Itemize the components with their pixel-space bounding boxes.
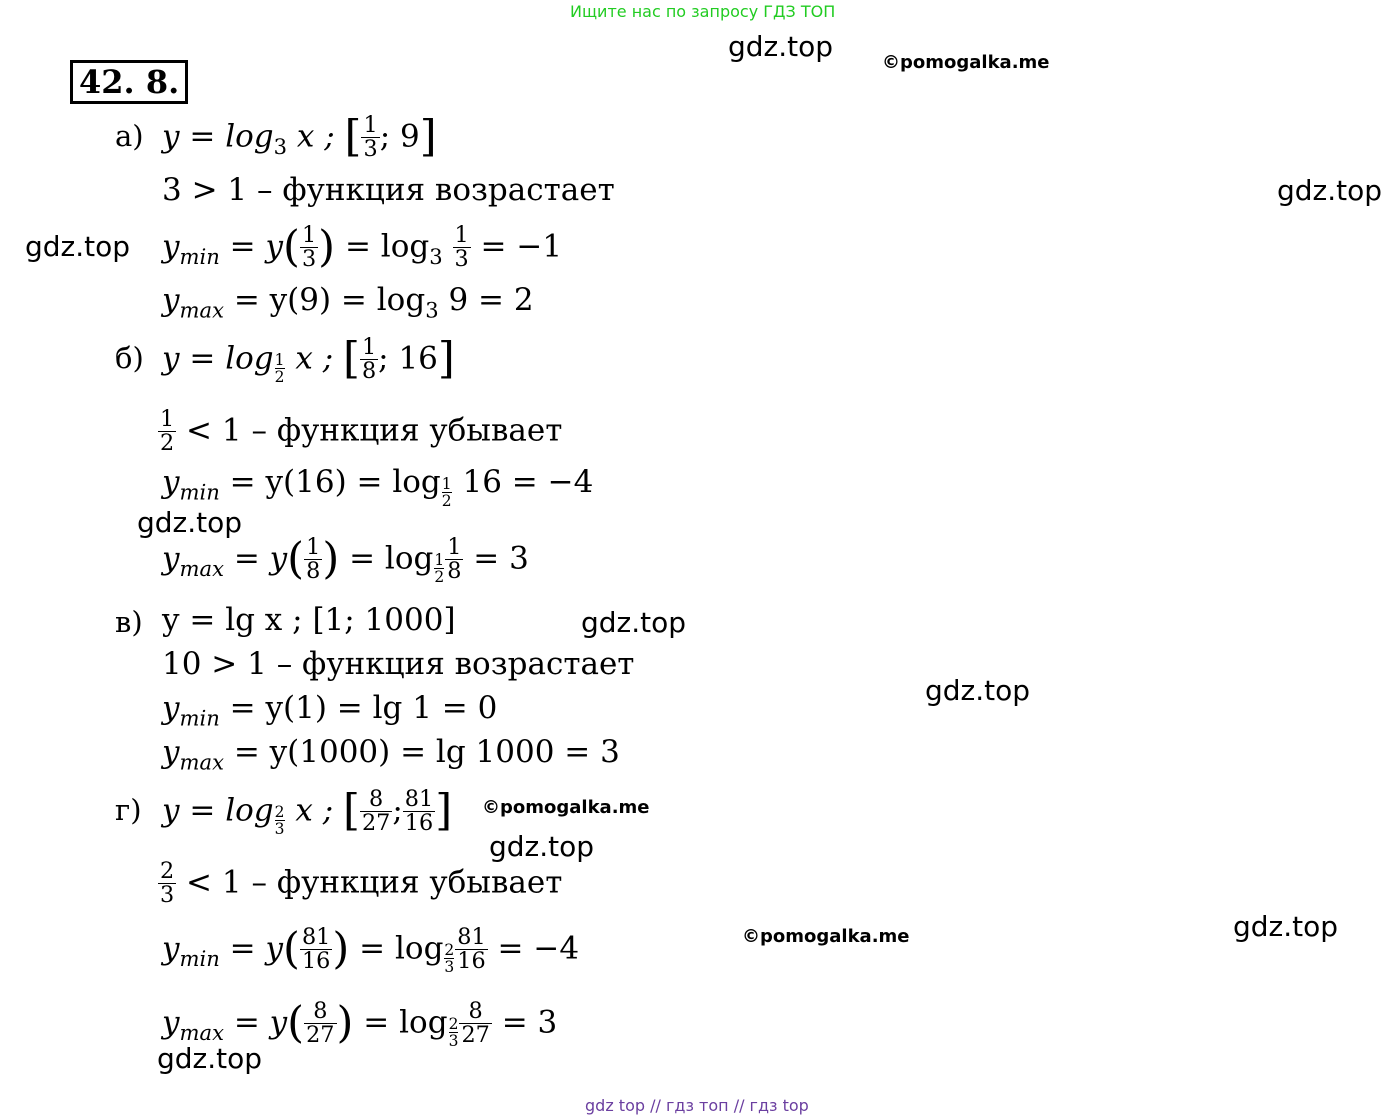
search-banner[interactable]: Ищите нас по запросу ГДЗ ТОП	[570, 2, 836, 21]
part-g-ymax: $y_{max} = y$( $\frac{8}{27}$ ) = log $\frac{2}{3}$ $\frac{8}{27}$ = 3	[162, 997, 558, 1051]
part-label-a: а)	[115, 119, 144, 153]
watermark-gdz: gdz.top	[1277, 174, 1383, 207]
part-b-ymax: $y_{max} = y$( $\frac{1}{8}$ ) = log $\frac{1}{2}$ $\frac{1}{8}$ = 3	[162, 533, 529, 587]
watermark-gdz: gdz.top	[137, 506, 243, 539]
watermark-pomogalka: ©pomogalka.me	[482, 797, 650, 818]
part-g-monotonic: $\frac{2}{3}$ < 1 – функция убывает	[160, 858, 563, 909]
watermark-gdz: gdz.top	[925, 674, 1031, 707]
part-g-function: y = log $\frac{2}{3}$ x ; [ $\frac{8}{27}$ ; $\frac{81}{16}$ ]	[162, 785, 453, 839]
part-a-ymax: $y_{max} = y(9) = \log_3 9 = 2$	[162, 282, 534, 323]
part-a-function: $y = \log_3 x$ ; [ $\frac{1}{3}$ ; 9]	[162, 111, 437, 163]
part-v-ymax: $y_{max} = y(1000) = \lg 1000 = 3$	[162, 734, 620, 775]
watermark-gdz: gdz.top	[157, 1042, 263, 1075]
part-label-g: г)	[115, 793, 142, 827]
part-v-function: y = lg x ; [1; 1000]	[162, 602, 456, 638]
watermark-pomogalka: ©pomogalka.me	[742, 926, 910, 947]
part-b-function: y = log $\frac{1}{2}$ x ; [ $\frac{1}{8}$ ; 16]	[162, 333, 455, 387]
watermark-gdz: gdz.top	[1233, 910, 1339, 943]
part-v-monotonic: 10 > 1 – функция возрастает	[162, 646, 635, 682]
part-label-b: б)	[115, 341, 144, 375]
part-g-ymin: $y_{min} = y$( $\frac{81}{16}$ ) = log $\frac{2}{3}$ $\frac{81}{16}$ = −4	[162, 923, 580, 977]
problem-number: 42. 8.	[70, 60, 188, 104]
watermark-pomogalka: ©pomogalka.me	[882, 52, 1050, 73]
part-a-monotonic: 3 > 1 – функция возрастает	[162, 172, 615, 208]
part-v-ymin: $y_{min} = y(1) = \lg 1 = 0$	[162, 690, 498, 731]
watermark-gdz: gdz.top	[489, 830, 595, 863]
part-a-ymin: $y_{min} = y$( $\frac{1}{3}$ ) = $\log_3$ $\frac{1}{3}$ = −1	[162, 221, 563, 273]
watermark-gdz: gdz.top	[728, 30, 834, 63]
watermark-gdz: gdz.top	[25, 230, 131, 263]
part-b-monotonic: $\frac{1}{2}$ < 1 – функция убывает	[160, 406, 563, 457]
part-b-ymin: $y_{min} = y(16) = \log$ $\frac{1}{2}$ 16 = −4	[162, 464, 594, 510]
watermark-gdz: gdz.top	[581, 606, 687, 639]
footer-links[interactable]: gdz top // гдз топ // гдз top	[585, 1096, 809, 1115]
part-label-v: в)	[115, 605, 143, 639]
